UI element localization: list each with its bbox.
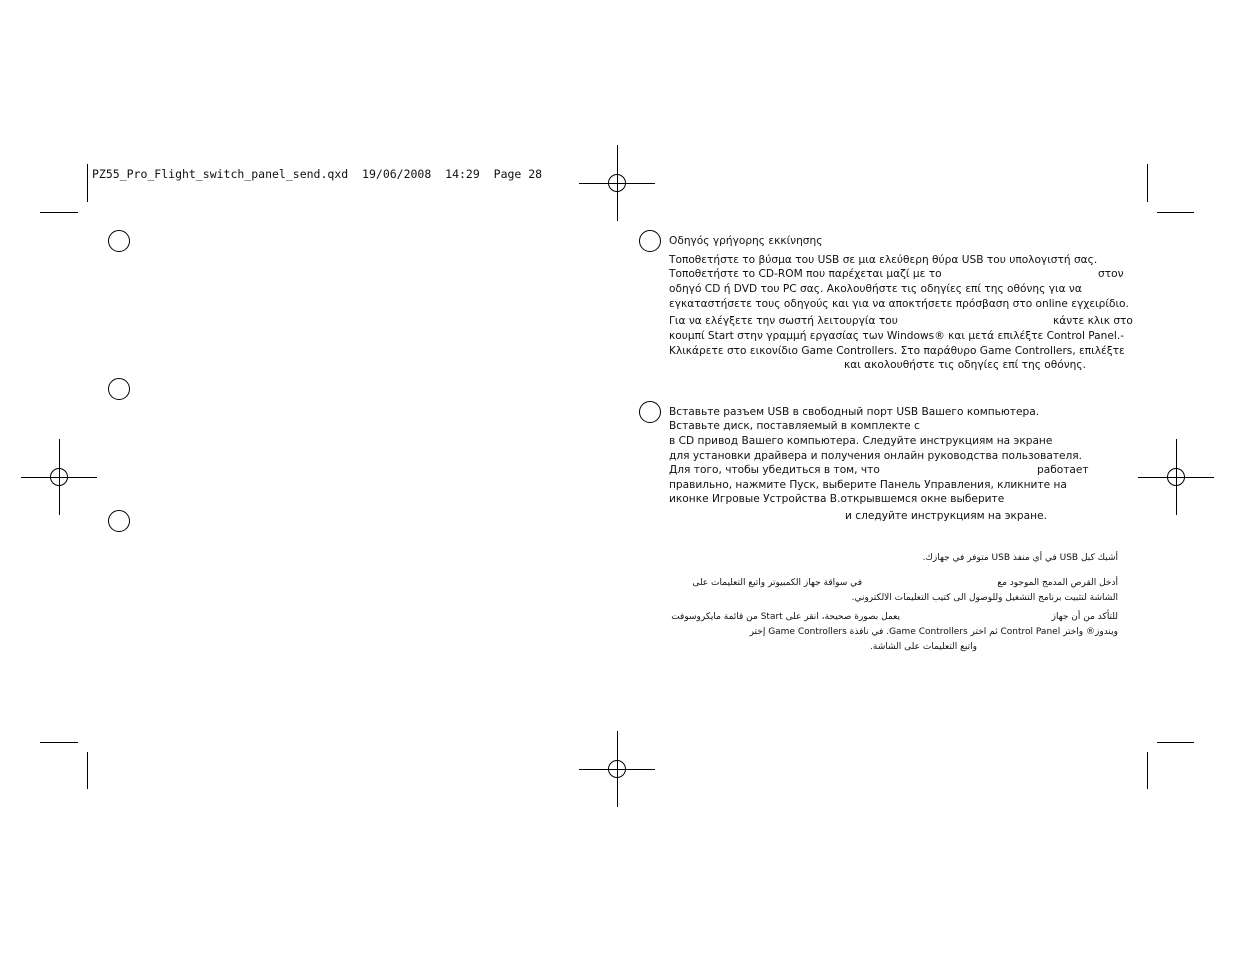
registration-mark-right (1158, 459, 1194, 495)
step-circle-left-3 (108, 510, 130, 532)
greek-line-2a: Τοποθετήστε το CD-ROM που παρέχεται μαζί με το (669, 268, 942, 280)
step-circle-left-2 (108, 378, 130, 400)
greek-line-1: Τοποθετήστε το βύσμα του USB σε μια ελεύθερη θύρα USB του υπολογιστή σας. (669, 254, 1098, 266)
file-slug (92, 167, 542, 181)
greek-line-5b: κάντε κλικ στο (1053, 315, 1133, 327)
russian-line-3: в CD привод Вашего компьютера. Следуйте инструкциям на экране (669, 435, 1053, 447)
crop-mark-top-left-horizontal (40, 212, 78, 213)
crop-mark-bottom-left-horizontal (40, 742, 78, 743)
greek-line-3: οδηγό CD ή DVD του PC σας. Ακολουθήστε τις οδηγίες επί της οθόνης για να (669, 283, 1082, 295)
crop-mark-bottom-right-horizontal (1157, 742, 1194, 743)
russian-line-2: Вставьте диск, поставляемый в комплекте с (669, 420, 920, 432)
crop-mark-bottom-left-vertical (87, 752, 88, 789)
registration-mark-left (41, 459, 77, 495)
step-circle-left-1 (108, 230, 130, 252)
arabic-line-5: ويندوز® واختر Control Panel ثم اختر Game Controllers. في نافذة Game Controllers إختر (749, 627, 1118, 637)
greek-line-5a: Για να ελέγξετε την σωστή λειτουργία του (669, 315, 898, 327)
greek-heading: Οδηγός γρήγορης εκκίνησης (669, 235, 823, 247)
russian-line-6: правильно, нажмите Пуск, выберите Панель Управления, кликните на (669, 479, 1067, 491)
registration-mark-top (599, 165, 635, 201)
crop-mark-bottom-right-vertical (1147, 752, 1148, 789)
arabic-line-2a: أدخل القرص المدمج الموجود مع (997, 578, 1118, 588)
slug-page: Page 28 (493, 167, 543, 181)
russian-line-5b: работает (1037, 464, 1089, 476)
step-circle-russian (639, 401, 661, 423)
russian-line-7: иконке Игровые Устройства В.открывшемся окне выберите (669, 493, 1005, 505)
greek-line-4: εγκαταστήσετε τους οδηγούς και για να αποκτήσετε πρόσβαση στο online εγχειρίδιο. (669, 298, 1129, 310)
step-circle-greek (639, 230, 661, 252)
greek-line-7: Κλικάρετε στο εικονίδιο Game Controllers. Στο παράθυρο Game Controllers, επιλέξτε (669, 345, 1125, 357)
crop-mark-top-left-vertical (87, 164, 88, 202)
registration-mark-bottom (599, 751, 635, 787)
greek-line-2b: στον (1098, 268, 1124, 280)
arabic-line-6: واتبع التعليمات على الشاشة. (870, 642, 977, 652)
arabic-line-4b: يعمل بصورة صحيحة، انقر على Start من قائمة مايكروسوفت (671, 612, 900, 622)
russian-line-1: Вставьте разъем USB в свободный порт USB Вашего компьютера. (669, 406, 1040, 418)
greek-line-6: κουμπί Start στην γραμμή εργασίας των Windows® και μετά επιλέξτε Control Panel.- (669, 330, 1125, 342)
arabic-line-3: الشاشة لتثبيت برنامج التشغيل وللوصول الى كتيب التعليمات الالكتروني. (851, 593, 1118, 603)
arabic-line-2b: في سواقة جهاز الكمبيوتر واتبع التعليمات على (692, 578, 862, 588)
arabic-line-4a: للتأكد من أن جهاز (1051, 612, 1118, 622)
greek-line-8: και ακολουθήστε τις οδηγίες επί της οθόνης. (844, 359, 1086, 371)
slug-date: 19/06/2008 (362, 167, 432, 181)
crop-mark-top-right-horizontal (1157, 212, 1194, 213)
slug-filename: PZ55_Pro_Flight_switch_panel_send.qxd (92, 167, 349, 181)
russian-line-4: для установки драйвера и получения онлайн руководства пользователя. (669, 450, 1083, 462)
slug-time: 14:29 (445, 167, 480, 181)
russian-line-8: и следуйте инструкциям на экране. (845, 510, 1047, 522)
arabic-line-1: أشبك كبل USB في أي منفذ USB متوفر في جهازك. (922, 553, 1118, 563)
russian-line-5a: Для того, чтобы убедиться в том, что (669, 464, 880, 476)
crop-mark-top-right-vertical (1147, 164, 1148, 202)
